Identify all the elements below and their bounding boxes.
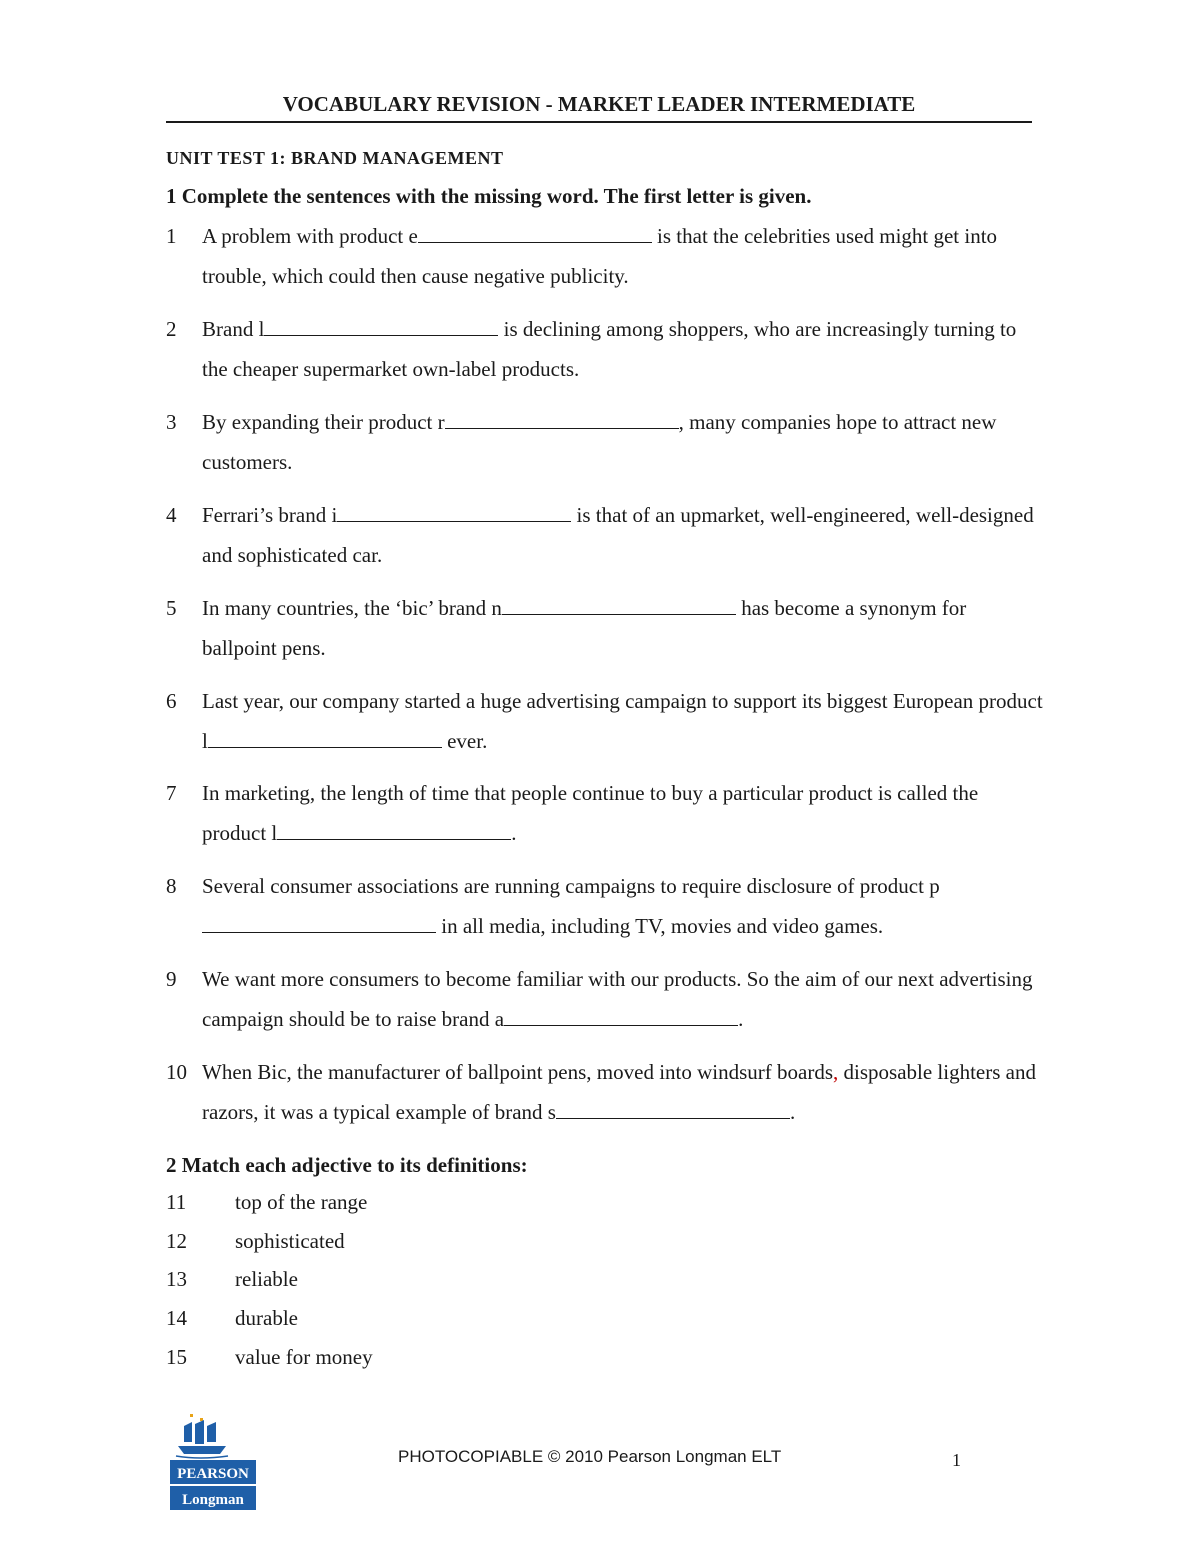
document-title: VOCABULARY REVISION - MARKET LEADER INTERMEDIATE <box>166 92 1032 123</box>
page-number: 1 <box>952 1450 961 1470</box>
match-number: 11 <box>166 1190 187 1214</box>
question-number: 9 <box>166 967 177 991</box>
answer-blank[interactable] <box>504 1005 738 1026</box>
answer-blank[interactable] <box>264 315 498 336</box>
section2-instruction: 2 Match each adjective to its definitions: <box>166 1153 528 1177</box>
question-item <box>166 588 1046 668</box>
question-text: . <box>738 1007 744 1031</box>
question-item <box>166 773 1046 853</box>
match-text: sophisticated <box>235 1229 345 1253</box>
question-text: is that the celebrities used might get into trouble, which could then cause negative publicity. <box>202 224 998 288</box>
question-item <box>166 309 1046 389</box>
section1-instruction: 1 Complete the sentences with the missing word. The first letter is given. <box>166 184 812 208</box>
question-text: . <box>789 1100 796 1124</box>
answer-blank[interactable] <box>556 1098 790 1119</box>
question-number: 5 <box>166 596 177 620</box>
question-text: . <box>511 821 517 845</box>
question-text: Ferrari’s brand i <box>202 503 338 527</box>
match-number: 13 <box>166 1267 187 1291</box>
question-item <box>166 959 1046 1039</box>
question-text: , many companies hope to attract new customers. <box>202 410 997 474</box>
question-number: 2 <box>166 317 177 341</box>
match-text: value for money <box>235 1345 373 1369</box>
question-text: We want more consumers to become familiar with our products. So the aim of our next advertising campaign should be to raise brand a <box>202 967 1033 1031</box>
question-text: When Bic, the manufacturer of ballpoint pens, moved into windsurf boards <box>202 1060 834 1084</box>
pearson-longman-logo <box>170 1412 256 1510</box>
match-text: reliable <box>235 1267 298 1291</box>
question-item <box>166 681 1046 761</box>
question-text: in all media, including TV, movies and video games. <box>436 914 884 938</box>
answer-blank[interactable] <box>418 222 652 243</box>
unit-title: UNIT TEST 1: BRAND MANAGEMENT <box>166 148 504 168</box>
question-text: A problem with product e <box>202 224 418 248</box>
logo-text-pearson: PEARSON <box>177 1466 249 1482</box>
question-text: In many countries, the ‘bic’ brand n <box>202 596 502 620</box>
answer-blank[interactable] <box>208 727 442 748</box>
question-number: 4 <box>166 503 177 527</box>
question-text: is declining among shoppers, who are increasingly turning to the cheaper supermarket own-label products. <box>202 317 1017 381</box>
question-text: Last year, our company started a huge advertising campaign to support its biggest European product l <box>202 689 1043 753</box>
answer-blank[interactable] <box>337 501 571 522</box>
question-number: 6 <box>166 689 177 713</box>
question-number: 7 <box>166 781 177 805</box>
question-item <box>166 1052 1046 1132</box>
question-number: 1 <box>166 224 177 248</box>
question-number: 10 <box>166 1060 187 1084</box>
question-item <box>166 495 1046 575</box>
answer-blank[interactable] <box>502 594 736 615</box>
match-number: 14 <box>166 1306 187 1330</box>
question-item <box>166 216 1046 296</box>
match-text: durable <box>235 1306 298 1330</box>
question-number: 3 <box>166 410 177 434</box>
question-text: is that of an upmarket, well-engineered, well-designed and sophisticated car. <box>202 503 1034 567</box>
question-comma: , <box>833 1060 839 1084</box>
match-number: 12 <box>166 1229 187 1253</box>
ship-icon <box>176 1414 228 1458</box>
question-text: By expanding their product r <box>202 410 445 434</box>
answer-blank[interactable] <box>202 912 436 933</box>
question-text: In marketing, the length of time that people continue to buy a particular product is called the product l <box>202 781 979 845</box>
footer-copyright: PHOTOCOPIABLE © 2010 Pearson Longman ELT <box>398 1447 782 1466</box>
question-text: Several consumer associations are running campaigns to require disclosure of product p <box>202 874 940 898</box>
match-number: 15 <box>166 1345 187 1369</box>
question-item <box>166 866 1046 946</box>
match-text: top of the range <box>235 1190 368 1214</box>
answer-blank[interactable] <box>277 819 511 840</box>
question-item <box>166 402 1046 482</box>
question-text: disposable lighters and razors, it was a typical example of brand s <box>202 1060 1036 1124</box>
answer-blank[interactable] <box>445 408 679 429</box>
question-text: has become a synonym for ballpoint pens. <box>202 596 967 660</box>
question-number: 8 <box>166 874 177 898</box>
question-text: Brand l <box>202 317 265 341</box>
logo-text-longman: Longman <box>182 1492 244 1508</box>
question-text: ever. <box>441 729 488 753</box>
